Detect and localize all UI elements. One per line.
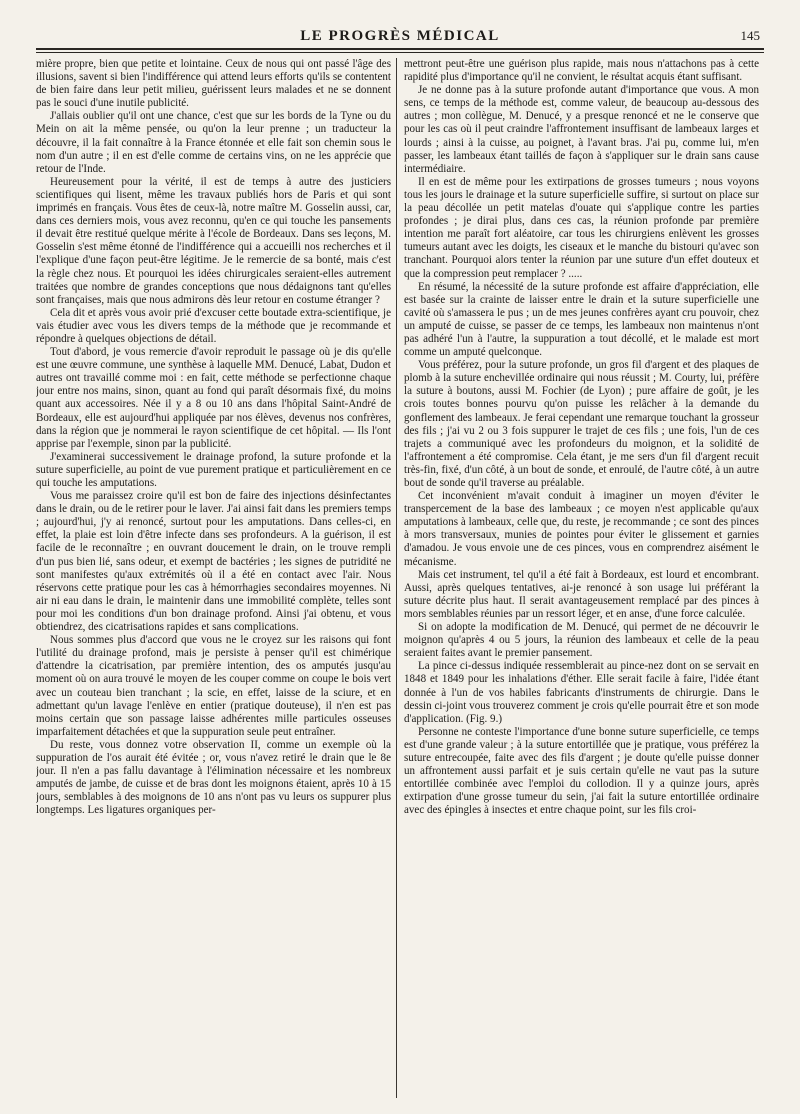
paragraph: mière propre, bien que petite et lointaine. Ceux de nous qui ont passé l'âge des illusions, savent si bien l'indifférence qui attend leurs efforts qu'ils se contentent de bien faire dans leur petit milieu, guérissent leurs malades et ne se donnent pas le souci d'une inutile publicité. (36, 58, 391, 110)
paragraph: Du reste, vous donnez votre observation II, comme un exemple où la suppuration de l'os aurait été évitée ; or, vous n'avez retiré le drain que le 8e jour. Il n'en a pas fallu davantage à l'élimination nécessaire et les nombreux amputés de jambe, de cuisse et de bras dont les moignons étaient, après 10 à 15 jours, semblables à des moignons de 10 ans n'ont pas vu leurs os suppurer plus longtemps. Les ligatures organiques per- (36, 738, 391, 817)
paragraph: Cela dit et après vous avoir prié d'excuser cette boutade extra-scientifique, je vais étudier avec vous les divers temps de la méthode que je recommande et répondre à quelques objections de détail. (36, 306, 391, 345)
page-header (36, 28, 764, 50)
paragraph: Heureusement pour la vérité, il est de temps à autre des justiciers scientifiques qui lisent, même les travaux publiés hors de Paris et qui sont imprimés en français. Vous êtes de ceux-là, notre maître M. Gosselin aussi, car, dans ces derniers mois, vous avez reconnu, qu'en ce qui touche les pansements il devait être restitué quelque mérite à l'école de Bordeaux. Dans ses leçons, M. Gosselin s'est même étonné de l'indifférence qui a accueilli nos recherches et il l'explique d'une façon peut-être légitime. Je le remercie de sa bonté, mais c'est la règle chez nous. Et pourquoi les idées chirurgicales seraient-elles autrement traitées que nombre de grandes conceptions que nous dédaignons tant qu'elles sont françaises, mais que nous admirons dès leur retour en costume étranger ? (36, 175, 391, 306)
paragraph: J'examinerai successivement le drainage profond, la suture profonde et la suture superficielle, au point de vue purement pratique et particulièrement en ce qui touche les amputations. (36, 450, 391, 489)
paragraph: Personne ne conteste l'importance d'une bonne suture superficielle, ce temps est d'une grande valeur ; à la suture entortillée que je pratique, vous préférez la suture entrecoupée, faite avec des fils d'argent ; je doute qu'elle puisse donner un affrontement aussi parfait et je suis certain qu'elle ne vaut pas la suture entortillée combinée avec l'emploi du collodion. Il y a quinze jours, après extirpation d'une grosse tumeur du sein, j'ai fait la suture entortillée ordinaire avec des épingles à insectes et entre chaque point, sur les fils croi- (404, 725, 759, 817)
paragraph: mettront peut-être une guérison plus rapide, mais nous n'attachons pas à cette rapidité plus d'importance qu'il ne convient, le résultat acquis étant suffisant. (404, 58, 759, 84)
paragraph: En résumé, la nécessité de la suture profonde est affaire d'appréciation, elle est basée sur la crainte de laisser entre le drain et la suture superficielle une cavité où s'amassera le pus ; un de mes jeunes confrères ayant cru pouvoir, chez un amputé de cuisse, se passer de ce temps, les lambeaux non maintenus n'ont pas adhéré l'un à l'autre, la suppuration a tout décollé, et le malade est mort comme un amputé quelconque. (404, 280, 759, 359)
paragraph: Vous me paraissez croire qu'il est bon de faire des injections désinfectantes dans le drain, ou de le retirer pour le laver. J'ai ainsi fait dans les premiers temps ; aujourd'hui, j'y ai renoncé, surtout pour les amputations. Dans celles-ci, en effet, la plaie est loin d'être infecte dans ses profondeurs. A la guérison, il est facile de le reconnaître ; en ouvrant doucement le drain, on le trouve rempli d'un pus bien lié, sans odeur, et exempt de bactéries ; les signes de putridité ne sont manifestes qu'aux extrémités où il a été en contact avec l'air. Nous réservons cette pratique pour les cas à hémorrhagies secondaires moyennes. Ni air ni eau dans le drain, le maintenir dans une immobilité complète, telles sont pour moi les conditions d'un bon drainage profond. Ainsi j'ai obtenu, et vous obtiendrez, des cicatrisations rapides et sans complications. (36, 490, 391, 634)
paragraph: Cet inconvénient m'avait conduit à imaginer un moyen d'éviter le transpercement de la base des lambeaux ; ce moyen n'est applicable qu'aux amputations à lambeaux, celle que, du reste, je recommande ; ce sont des pinces à mors transversaux, munies de pointes pour éviter le glissement et garnies d'amadou. Je vous envoie une de ces pinces, vous en comprendrez aisément le mécanisme. (404, 490, 759, 568)
paragraph: Mais cet instrument, tel qu'il a été fait à Bordeaux, est lourd et encombrant. Aussi, après quelques tentatives, ai-je renoncé à son usage lui préférant la suture décrite plus haut. Il serait avantageusement remplacé par des pinces à mors semblables réunies par un ressort léger, et en anse, d'une force calculée. (404, 568, 759, 620)
left-column (36, 58, 391, 1098)
paragraph: Vous préférez, pour la suture profonde, un gros fil d'argent et des plaques de plomb à la suture enchevillée ordinaire qui nous réussit ; M. Courty, lui, préfère la suture à boutons, aussi M. Fochier (de Lyon) ; pure affaire de goût, je les crois toutes bonnes pourvu qu'on puisse les relâcher à la demande du gonflement des lambeaux. Je ferai cependant une remarque touchant la grosseur des fils ; j'ai vu 2 ou 3 fois suppurer le trajet de ces fils ; une fois, l'un de ces trajets a communiqué avec les profondeurs du moignon, et la solidité de l'affrontement a été compromise. Cela étant, je me sers d'un fil d'argent recuit très-fin, fixé, d'un côté, à un bout de sonde, et enroulé, de l'autre côté, à un autre bout de sonde qu'il traverse au préalable. (404, 359, 759, 489)
running-title: LE PROGRÈS MÉDICAL (300, 28, 500, 44)
right-column (404, 58, 759, 1098)
paragraph: Nous sommes plus d'accord que vous ne le croyez sur les raisons qui font l'utilité du drainage profond, mais je persiste à penser qu'il est chimérique d'attendre la cicatrisation, par première intention, des os amputés jusqu'au moment où on aura trouvé le moyen de les couper comme on coupe le bois vert avec un couteau bien tranchant ; la scie, en effet, laisse de la sciure, et en admettant qu'un lavage l'enlève en entier (pratique douteuse), il n'en est pas moins certain que son passage laisse adhérentes mille particules osseuses imparfaitement détachées et que la suppuration seule peut entraîner. (36, 634, 391, 738)
paragraph: Il en est de même pour les extirpations de grosses tumeurs ; nous voyons tous les jours le drainage et la suture superficielle suffire, si surtout on place sur la peau décollée un petit matelas d'ouate qui s'applique contre les parties profondes ; je dirai plus, dans ces cas, la réunion profonde par première intention me paraît fort aléatoire, car tous les chirurgiens enlèvent les grosses tumeurs autant avec les doigts, les ciseaux et le manche du bistouri qu'avec son tranchant. Pourquoi alors tenter la réunion par une suture d'un effet douteux et que la compression peut remplacer ? ..... (404, 175, 759, 280)
paragraph: Tout d'abord, je vous remercie d'avoir reproduit le passage où je dis qu'elle est une œuvre commune, une synthèse à laquelle MM. Denucé, Labat, Dudon et autres ont travaillé comme moi : en fait, cette méthode se perfectionne chaque jour entre nos mains, sinon, quant au fond qui paraît désormais fixé, du moins quant aux accessoires. Née il y a 8 ou 10 ans dans l'hôpital Saint-André de Bordeaux, elle est aujourd'hui appliquée par nos élèves, devenus nos confrères, dans la région que je nommerai le rayon scientifique de cet hôpital. — Ils l'ont apprise par l'exemple, sinon par la publicité. (36, 346, 391, 450)
paragraph: Je ne donne pas à la suture profonde autant d'importance que vous. A mon sens, ce temps de la méthode est, comme valeur, de beaucoup au-dessous des autres ; mon collègue, M. Denucé, y a presque renoncé et ne le conserve que pour les cas où il peut craindre l'affrontement insuffisant de lambeaux larges et lourds ; ainsi à la cuisse, au poignet, à l'avant bras. J'ai pu, comme lui, m'en passer, les lambeaux étant taillés de façon à s'appliquer sur le drain sans cause intermédiaire. (404, 84, 759, 175)
column-divider (396, 58, 397, 1098)
paragraph: La pince ci-dessus indiquée ressemblerait au pince-nez dont on se servait en 1848 et 1849 pour les inhalations d'éther. Elle serait facile à faire, l'idée étant donnée à l'un de vos habiles fabricants d'instruments de chirurgie. Dans le dessin ci-joint vous trouverez comment je crois qu'elle pourrait être et son mode d'application. (Fig. 9.) (404, 660, 759, 725)
paragraph: J'allais oublier qu'il ont une chance, c'est que sur les bords de la Tyne ou du Mein on ait la même pensée, ou qu'on la leur prenne ; un traducteur la découvre, il la fait connaître à la France étonnée et elle fait son chemin sous le nom d'un autre ; il en est d'elle comme de certains vins, on ne les apprécie que retour de l'Inde. (36, 110, 391, 175)
header-rule (36, 48, 764, 53)
page-number: 145 (740, 28, 760, 43)
paragraph: Si on adopte la modification de M. Denucé, qui permet de ne découvrir le moignon qu'après 4 ou 5 jours, la réunion des lambeaux et celle de la peau seraient faites avant le premier pansement. (404, 621, 759, 660)
